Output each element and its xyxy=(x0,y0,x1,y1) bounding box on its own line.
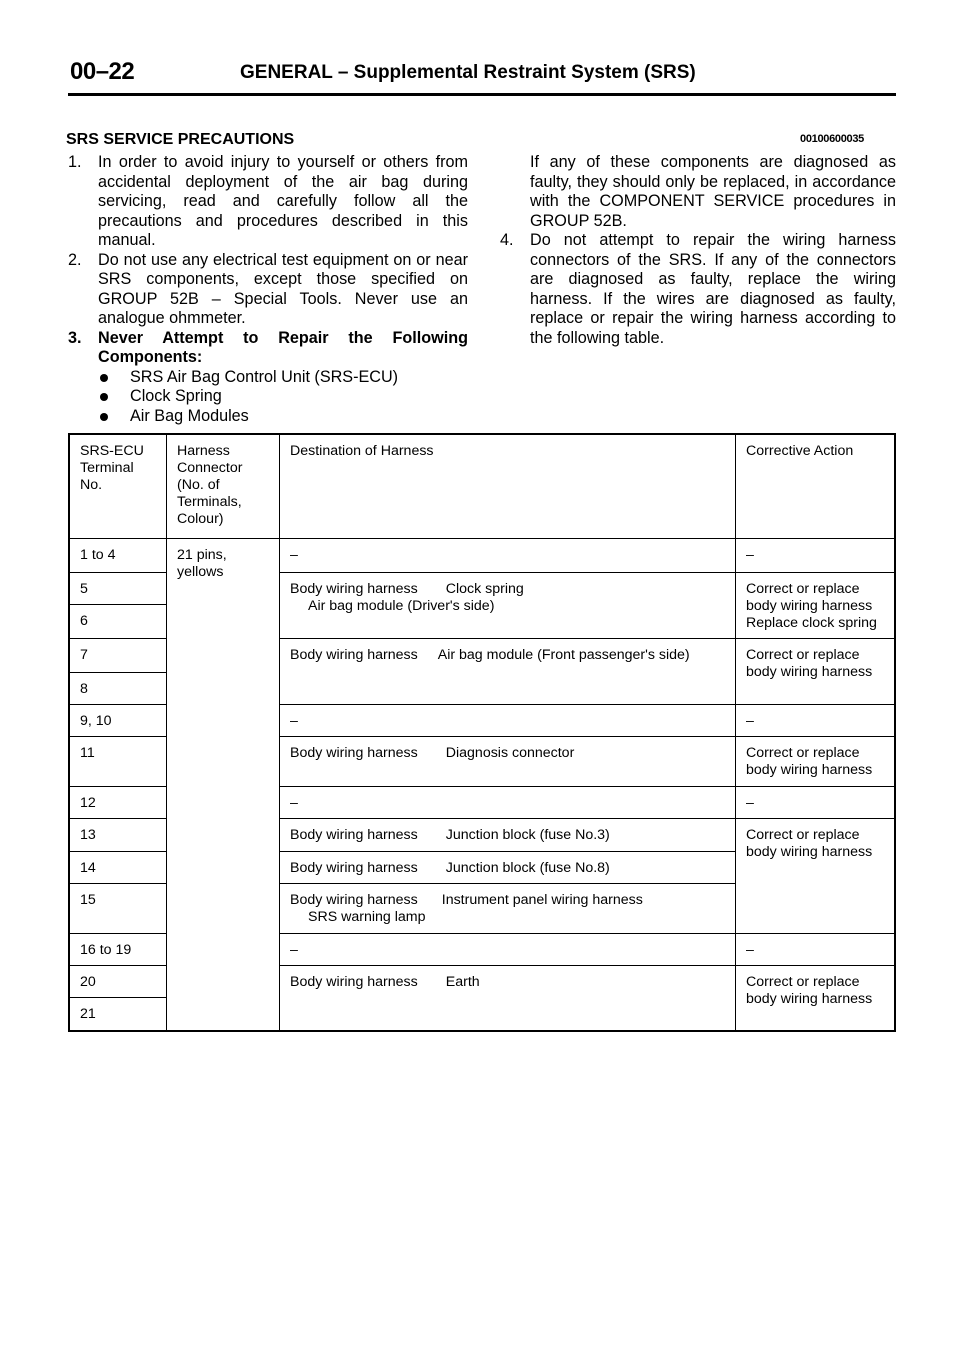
destination-to: Earth xyxy=(445,973,480,990)
destination-to: Instrument panel wiring harness xyxy=(441,891,643,908)
destination-cell: – xyxy=(280,786,736,818)
terminal-cell: 8 xyxy=(69,672,167,704)
bullet-item xyxy=(68,368,468,388)
right-column xyxy=(500,153,896,348)
destination-from: Body wiring harness xyxy=(290,744,418,761)
destination-to-2: SRS warning lamp xyxy=(308,908,426,925)
destination-cell: – xyxy=(280,538,736,572)
terminal-cell: 6 xyxy=(69,604,167,638)
table-row xyxy=(69,538,895,572)
action-cell: – xyxy=(736,933,896,965)
action-text: Correct or replace body wiring harness xyxy=(746,580,873,614)
header-connector: Harness Connector (No. of Terminals, Colour) xyxy=(167,434,280,538)
bullet-dot-icon xyxy=(100,374,108,382)
bullet-item xyxy=(68,407,468,427)
item-number: 1. xyxy=(68,153,82,171)
destination-to: Diagnosis connector xyxy=(445,744,575,761)
item-text: Do not attempt to repair the wiring harness connectors of the SRS. If any of the connectors are diagnosed as faulty, replace the wiring harness. If the wires are diagnosed as faulty, replace or repair the wiring harness according to the following table. xyxy=(530,231,896,347)
bullet-text: Air Bag Modules xyxy=(130,406,249,425)
terminal-cell: 12 xyxy=(69,786,167,818)
precaution-item-3-continued xyxy=(500,153,896,231)
item-text: Do not use any electrical test equipment on or near SRS components, except those specified on GROUP 52B – Special Tools. Never use an analogue ohmmeter. xyxy=(98,250,468,327)
bullet-dot-icon xyxy=(100,393,108,401)
action-cell: – xyxy=(736,538,896,572)
action-cell xyxy=(736,572,896,638)
left-column xyxy=(68,153,468,426)
action-cell: Correct or replace body wiring harness xyxy=(736,638,896,704)
bullet-text: Clock Spring xyxy=(130,387,222,405)
item-text: Never Attempt to Repair the Following Components: xyxy=(98,328,468,366)
precaution-item-2 xyxy=(68,251,468,329)
srs-harness-table xyxy=(68,433,896,1032)
terminal-cell: 5 xyxy=(69,572,167,604)
page-number: 00–22 xyxy=(70,58,135,85)
precaution-item-4 xyxy=(500,231,896,348)
terminal-cell: 7 xyxy=(69,638,167,672)
action-text-2: Replace clock spring xyxy=(746,614,877,631)
destination-to: Clock spring xyxy=(445,580,524,597)
destination-to: Air bag module (Front passenger's side) xyxy=(437,646,690,663)
bullet-text: SRS Air Bag Control Unit (SRS-ECU) xyxy=(130,367,399,386)
destination-from: Body wiring harness xyxy=(290,826,418,843)
destination-to-2: Air bag module (Driver's side) xyxy=(308,597,495,614)
item-number: 4. xyxy=(500,231,514,249)
header-destination: Destination of Harness xyxy=(280,434,736,538)
connector-cell: 21 pins, yellows xyxy=(167,538,280,1031)
terminal-cell: 15 xyxy=(69,883,167,933)
item-number: 3. xyxy=(68,328,82,347)
action-cell: Correct or replace body wiring harness xyxy=(736,736,896,786)
terminal-cell: 14 xyxy=(69,851,167,883)
destination-cell xyxy=(280,965,736,1031)
item-text: If any of these components are diagnosed as faulty, they should only be replaced, in accordance with the COMPONENT SERVICE procedures in GROUP 52B. xyxy=(530,153,896,230)
precaution-item-1 xyxy=(68,153,468,251)
destination-from: Body wiring harness xyxy=(290,891,418,908)
destination-to: Junction block (fuse No.8) xyxy=(445,859,610,876)
page-title: GENERAL – Supplemental Restraint System (SRS) xyxy=(240,62,696,83)
destination-cell: – xyxy=(280,933,736,965)
destination-from: Body wiring harness xyxy=(290,580,418,597)
destination-from: Body wiring harness xyxy=(290,646,418,663)
destination-cell xyxy=(280,851,736,883)
item-text: In order to avoid injury to yourself or others from accidental deployment of the air bag during servicing, read and carefully follow all the precautions and procedures described in this manual. xyxy=(98,153,468,249)
page-header xyxy=(70,58,896,92)
terminal-cell: 21 xyxy=(69,997,167,1031)
destination-cell xyxy=(280,572,736,638)
terminal-cell: 16 to 19 xyxy=(69,933,167,965)
destination-cell xyxy=(280,736,736,786)
destination-cell xyxy=(280,883,736,933)
destination-cell xyxy=(280,818,736,851)
destination-cell: – xyxy=(280,704,736,736)
terminal-cell: 11 xyxy=(69,736,167,786)
destination-to: Junction block (fuse No.3) xyxy=(445,826,610,843)
terminal-cell: 9, 10 xyxy=(69,704,167,736)
action-cell: – xyxy=(736,786,896,818)
header-terminal: SRS-ECU Terminal No. xyxy=(69,434,167,538)
destination-cell xyxy=(280,638,736,704)
section-title: SRS SERVICE PRECAUTIONS xyxy=(66,131,295,148)
destination-from: Body wiring harness xyxy=(290,973,418,990)
action-cell: Correct or replace body wiring harness xyxy=(736,965,896,1031)
precaution-item-3 xyxy=(68,329,468,368)
destination-from: Body wiring harness xyxy=(290,859,418,876)
terminal-cell: 20 xyxy=(69,965,167,997)
item-number: 2. xyxy=(68,250,82,269)
table-header-row xyxy=(69,434,895,538)
action-cell: Correct or replace body wiring harness xyxy=(736,818,896,933)
header-rule xyxy=(68,93,896,96)
bullet-dot-icon xyxy=(100,413,108,421)
terminal-cell: 1 to 4 xyxy=(69,538,167,572)
terminal-cell: 13 xyxy=(69,818,167,851)
document-code: 00100600035 xyxy=(800,133,864,145)
action-cell: – xyxy=(736,704,896,736)
header-action: Corrective Action xyxy=(736,434,896,538)
bullet-item xyxy=(68,387,468,407)
